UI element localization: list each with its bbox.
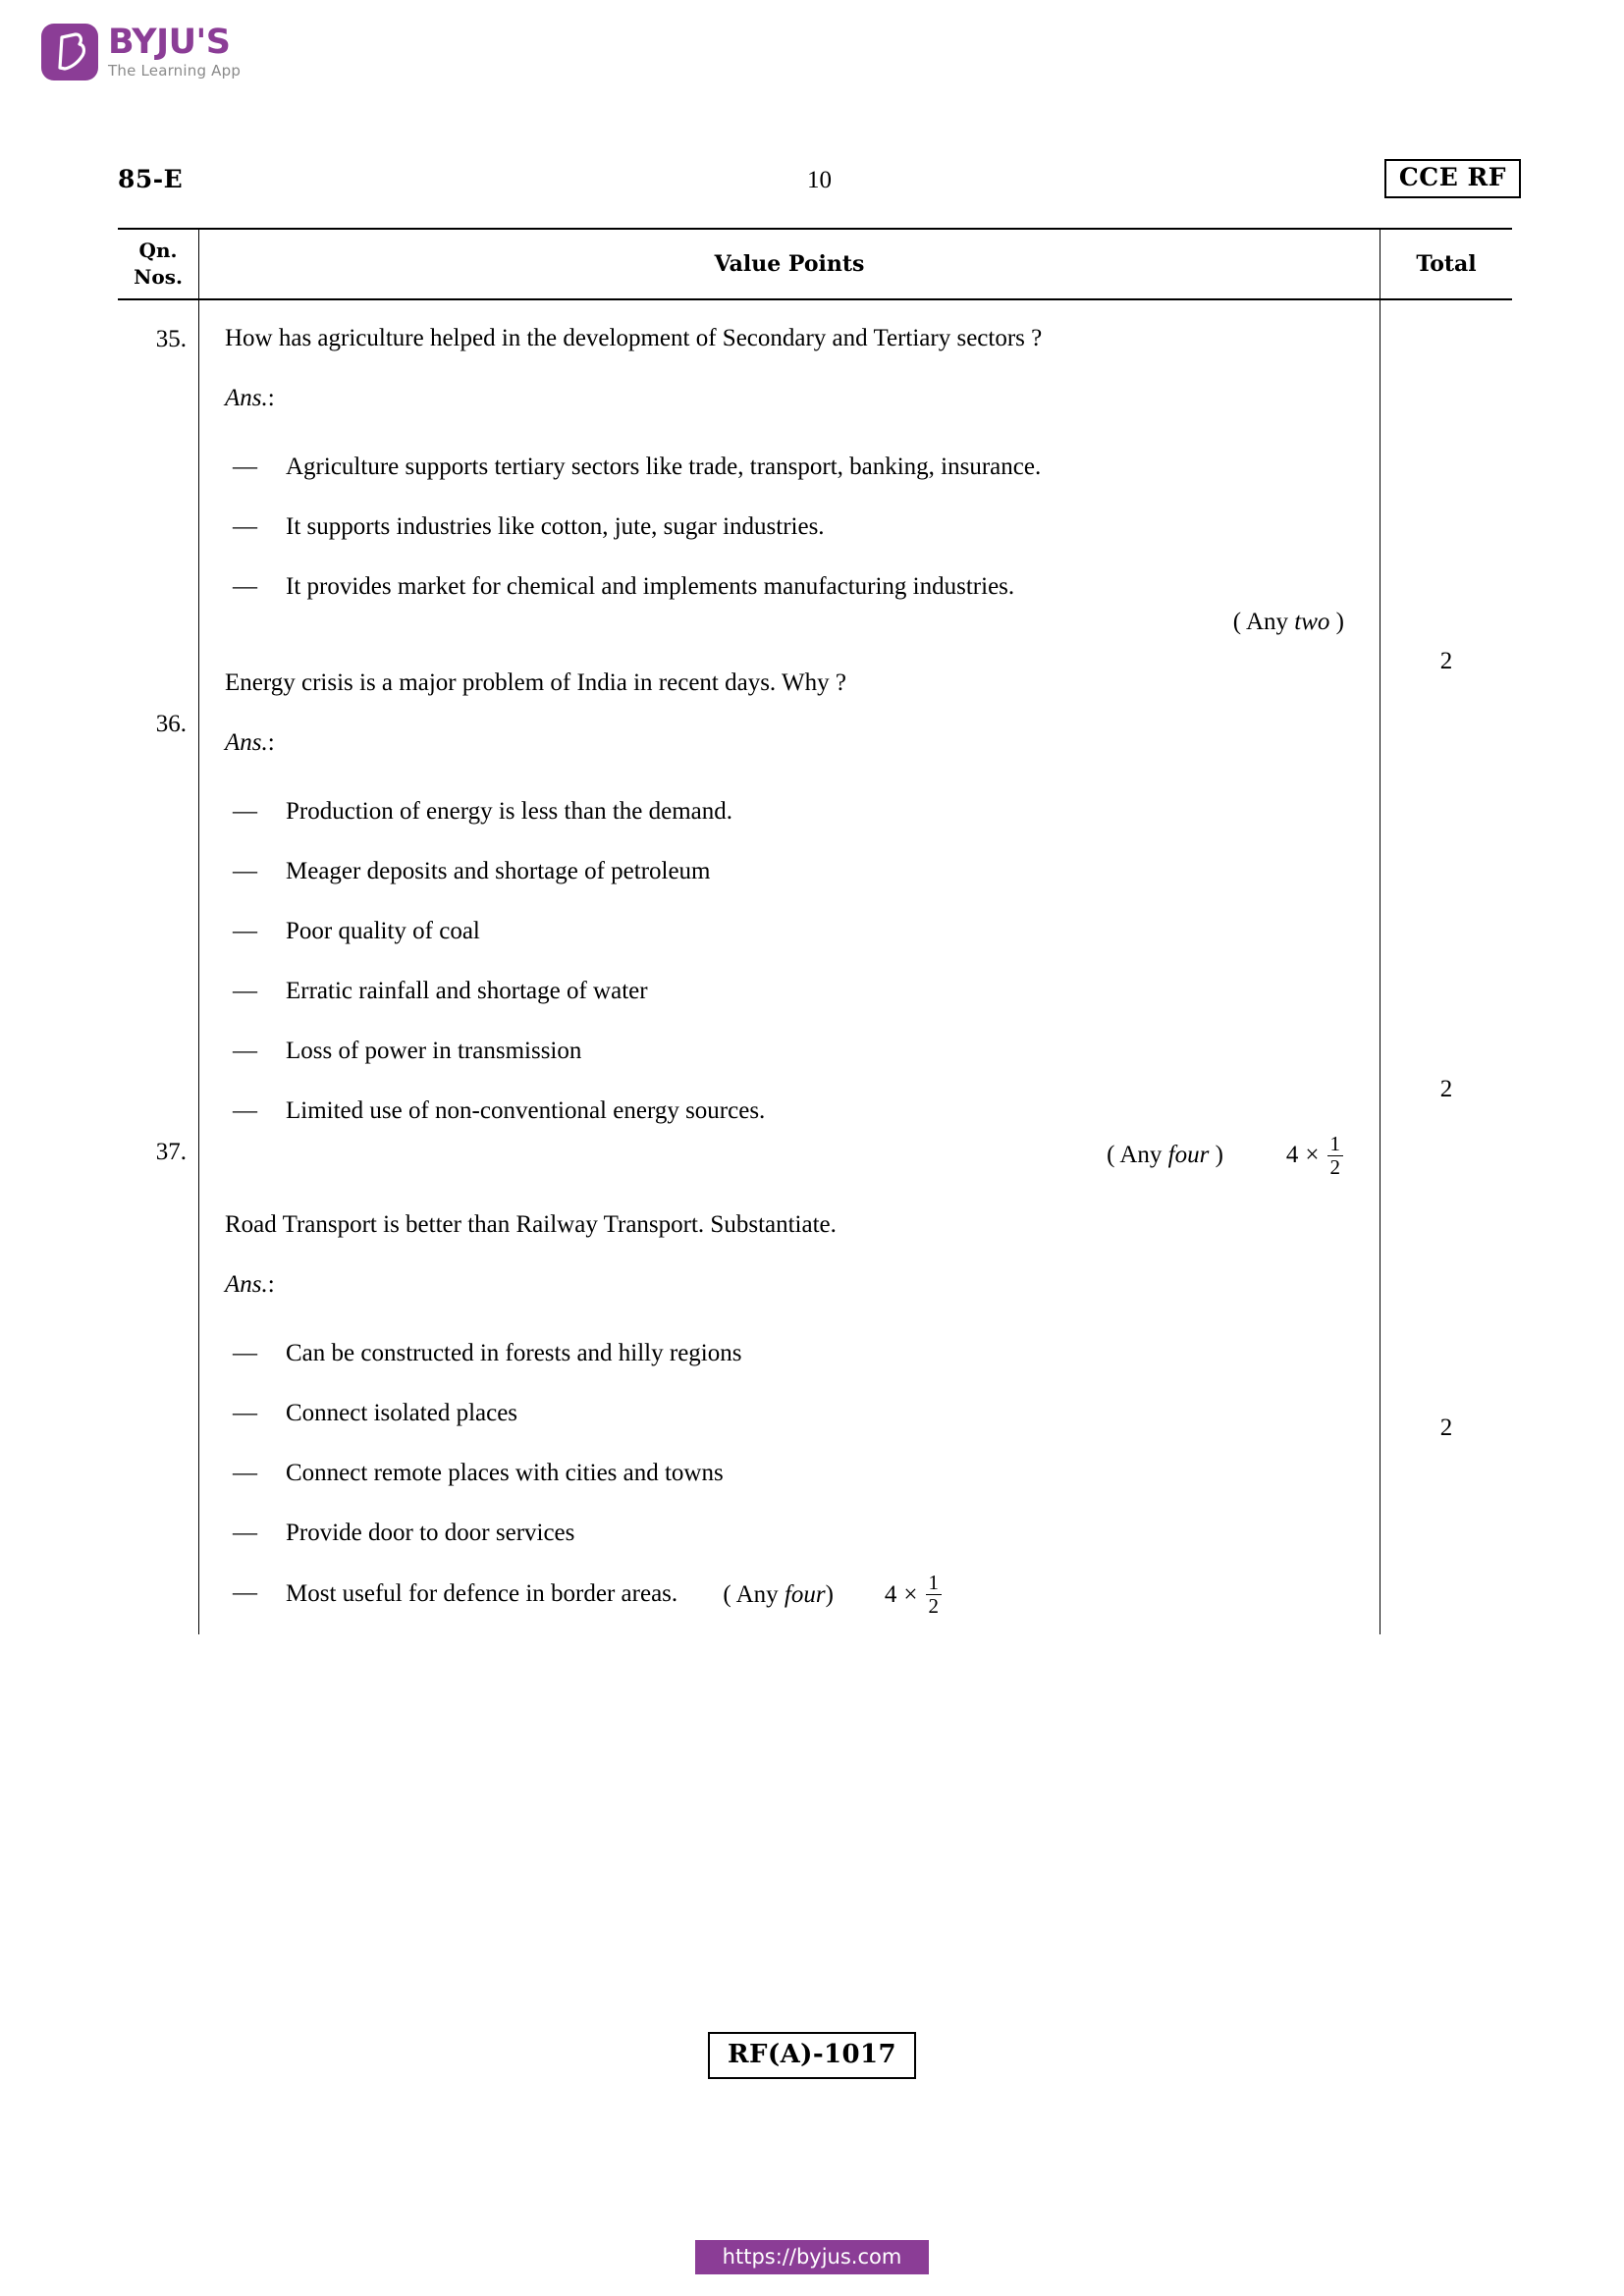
- list-item-text: Erratic rainfall and shortage of water: [286, 978, 648, 1004]
- marks-note: [723, 1572, 943, 1617]
- total-mark: 2: [1439, 1415, 1453, 1441]
- list-item-text: Provide door to door services: [286, 1520, 575, 1547]
- answer-label-colon: :: [267, 385, 275, 411]
- list-item: [225, 910, 1364, 953]
- byjus-url-text[interactable]: https://byjus.com: [695, 2240, 930, 2274]
- list-item: [225, 790, 1364, 833]
- em-dash-icon: —: [233, 978, 257, 1004]
- total-mark: 2: [1439, 648, 1453, 674]
- byjus-wordmark: BYJU'S: [108, 23, 231, 62]
- answer-label: [225, 721, 1364, 765]
- list-item-text: Loss of power in transmission: [286, 1038, 582, 1064]
- total-column: [1380, 300, 1512, 1634]
- answer-label: [225, 377, 1364, 420]
- list-item: [225, 1512, 1364, 1555]
- list-item-text: Connect isolated places: [286, 1400, 518, 1427]
- em-dash-icon: —: [233, 1460, 257, 1487]
- em-dash-icon: —: [233, 1340, 257, 1367]
- em-dash-icon: —: [233, 513, 257, 540]
- marks-note: [225, 1133, 1364, 1178]
- any-note-word: four: [784, 1580, 826, 1608]
- question-block: [225, 1203, 1364, 1633]
- fraction-numerator: 1: [1329, 1132, 1340, 1155]
- qn-header-line1: Qn.: [138, 239, 178, 262]
- list-item-text: [286, 1572, 1364, 1617]
- byjus-tagline: The Learning App: [108, 62, 242, 80]
- answer-label: [225, 1263, 1364, 1307]
- question-stem: Road Transport is better than Railway Transport. Substantiate.: [225, 1211, 837, 1239]
- any-note-open: ( Any: [1232, 609, 1289, 635]
- multiply-sign: ×: [903, 1580, 918, 1608]
- list-item: [225, 970, 1364, 1013]
- list-item-body: Most useful for defence in border areas.: [286, 1580, 678, 1608]
- column-header-total: Total: [1416, 251, 1477, 277]
- any-note-open: ( Any: [1107, 1142, 1163, 1169]
- byjus-logo: [41, 24, 241, 80]
- subject-code: 85-E: [118, 165, 184, 193]
- any-note: [1233, 609, 1344, 636]
- question-block: [225, 662, 1364, 1178]
- paper-code-badge: [0, 2032, 1624, 2079]
- list-item-text: Poor quality of coal: [286, 918, 480, 944]
- page-number: 10: [807, 167, 832, 193]
- any-note-close: ): [1335, 609, 1344, 635]
- qn-nos-column: [118, 300, 199, 1634]
- list-item-text: Connect remote places with cities and towns: [286, 1460, 724, 1487]
- list-item: [225, 446, 1364, 489]
- em-dash-icon: —: [233, 1097, 257, 1124]
- list-item-text: Can be constructed in forests and hilly regions: [286, 1340, 742, 1367]
- list-item-text: Meager deposits and shortage of petroleum: [286, 858, 711, 884]
- list-item-text: Limited use of non-conventional energy sources.: [286, 1097, 766, 1124]
- answer-label-colon: :: [267, 1271, 275, 1299]
- answer-label-colon: :: [267, 729, 275, 756]
- page-header: [118, 165, 1521, 204]
- em-dash-icon: —: [233, 573, 257, 600]
- fraction: [926, 1572, 943, 1617]
- total-mark: 2: [1439, 1076, 1453, 1102]
- list-item-text: Agriculture supports tertiary sectors like trade, transport, banking, insurance.: [286, 454, 1042, 480]
- qn-header-line2: Nos.: [134, 265, 183, 289]
- any-note-open: ( Any: [723, 1580, 779, 1608]
- marks-note: [225, 609, 1364, 636]
- any-note: [1107, 1142, 1223, 1169]
- paper-code-text: RF(A)-1017: [708, 2032, 916, 2079]
- question-number: 36.: [155, 711, 187, 737]
- any-note-close: ): [825, 1580, 834, 1608]
- em-dash-icon: —: [233, 1520, 257, 1547]
- fraction-numerator: 1: [928, 1571, 940, 1595]
- answer-label-text: Ans.: [225, 385, 268, 411]
- list-item-text: Production of energy is less than the demand.: [286, 798, 733, 825]
- fraction: [1327, 1133, 1344, 1178]
- em-dash-icon: —: [233, 918, 257, 944]
- fraction-denominator: 2: [926, 1594, 943, 1618]
- em-dash-icon: —: [233, 1579, 257, 1607]
- answer-key-table: [118, 228, 1512, 1634]
- table-header-row: [118, 228, 1512, 300]
- list-item: [225, 565, 1364, 609]
- em-dash-icon: —: [233, 1400, 257, 1427]
- list-item: [225, 1332, 1364, 1375]
- answer-label-text: Ans.: [225, 729, 268, 756]
- list-item-text: It provides market for chemical and implements manufacturing industries.: [286, 573, 1015, 600]
- list-item: [225, 1090, 1364, 1133]
- em-dash-icon: —: [233, 858, 257, 884]
- fraction-denominator: 2: [1327, 1155, 1344, 1179]
- question-number: 37.: [155, 1139, 187, 1165]
- question-stem: Energy crisis is a major problem of India in recent days. Why ?: [225, 669, 846, 696]
- any-note: [723, 1574, 834, 1617]
- list-item: [225, 1392, 1364, 1435]
- multiply-sign: ×: [1305, 1142, 1320, 1169]
- list-item: [225, 850, 1364, 893]
- marks-expression: [885, 1572, 943, 1617]
- em-dash-icon: —: [233, 798, 257, 825]
- list-item: [225, 1030, 1364, 1073]
- column-header-value-points: Value Points: [199, 230, 1380, 298]
- em-dash-icon: —: [233, 1038, 257, 1064]
- byjus-logo-mark-icon: [41, 24, 98, 80]
- list-item: [225, 1452, 1364, 1495]
- list-item: [225, 506, 1364, 549]
- marks-count: 4: [1285, 1142, 1299, 1169]
- list-item-text: It supports industries like cotton, jute, sugar industries.: [286, 513, 825, 540]
- any-note-word: four: [1167, 1142, 1210, 1169]
- question-block: [225, 300, 1364, 636]
- any-note-word: two: [1294, 609, 1330, 635]
- marks-count: 4: [884, 1580, 897, 1608]
- em-dash-icon: —: [233, 454, 257, 480]
- any-note-close: ): [1215, 1142, 1223, 1169]
- exam-tag-badge: CCE RF: [1384, 159, 1521, 198]
- marks-expression: [1286, 1133, 1344, 1178]
- value-points-column: [199, 300, 1380, 1634]
- list-item: [225, 1572, 1364, 1617]
- column-header-qn-nos: [118, 230, 199, 298]
- byjus-url-banner[interactable]: [0, 2240, 1624, 2274]
- question-number: 35.: [155, 326, 187, 352]
- table-body: [118, 300, 1512, 1634]
- answer-label-text: Ans.: [225, 1271, 268, 1299]
- question-stem: How has agriculture helped in the development of Secondary and Tertiary sectors ?: [225, 325, 1043, 351]
